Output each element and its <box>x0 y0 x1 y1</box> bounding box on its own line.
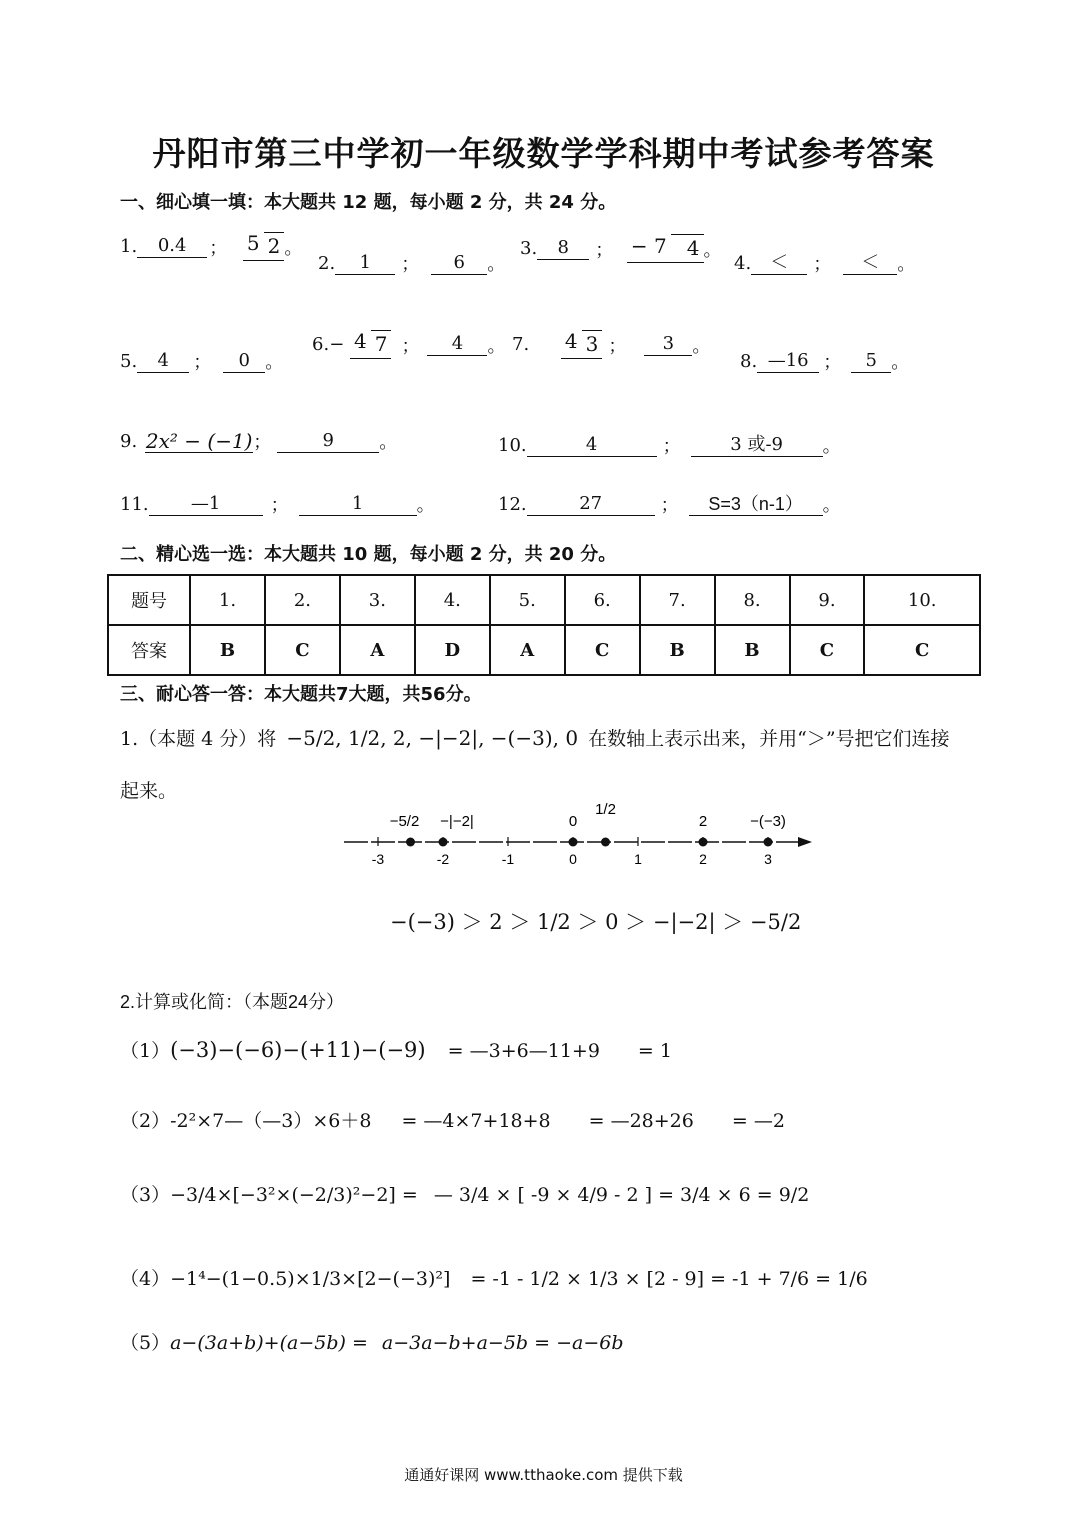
problem1-line2: 起来。 <box>120 780 178 802</box>
number-line-point-label: −(−3) <box>750 813 786 830</box>
fill-q11: 11. —1 ； 1 。 <box>120 492 435 516</box>
table-cell: B <box>190 625 265 675</box>
table-cell: B <box>715 625 790 675</box>
table-cell: 答案 <box>108 625 190 675</box>
fill-q6: 6.− 4 7 ； 4 。 <box>312 330 505 359</box>
table-cell: C <box>864 625 980 675</box>
table-cell: 8. <box>715 575 790 625</box>
table-row <box>108 575 980 625</box>
number-line-point-label: −|−2| <box>440 813 474 830</box>
fill-q10: 10. 4 ； 3 或-9 。 <box>498 433 841 457</box>
footer-text: 通通好课网 www.tthaoke.com 提供下载 <box>404 1466 683 1484</box>
table-row <box>108 625 980 675</box>
fill-q2: 2. 1 ； 6 。 <box>318 251 506 275</box>
fill-q4: 4. ＜ ； ＜ 。 <box>734 251 916 275</box>
table-cell: A <box>340 625 415 675</box>
table-cell: 3. <box>340 575 415 625</box>
calc-item-2: （2）-2²×7—（—3）×6＋8 = —4×7+18+8 = —28+26 = —2 <box>120 1110 785 1132</box>
section1-heading: 一、细心填一填：本大题共 12 题，每小题 2 分，共 24 分。 <box>120 192 617 213</box>
number-line <box>340 780 820 870</box>
table-cell: C <box>265 625 340 675</box>
table-cell: 10. <box>864 575 980 625</box>
table-cell: 2. <box>265 575 340 625</box>
fill-q3: 3. 8 ； − 7 4 。 <box>520 234 722 263</box>
axis-tick-label: -3 <box>371 851 385 867</box>
number-line-point <box>764 838 773 847</box>
fill-row-1: 1. 0.4 ； 5 2 。 <box>120 232 302 261</box>
section2-heading: 二、精心选一选：本大题共 10 题，每小题 2 分，共 20 分。 <box>120 544 617 565</box>
table-cell: D <box>415 625 490 675</box>
axis-tick-label: -2 <box>436 851 450 867</box>
number-line-point <box>406 838 415 847</box>
number-line-point-label: 0 <box>568 813 578 830</box>
section3-heading: 三、耐心答一答：本大题共7大题，共56分。 <box>120 684 482 705</box>
calc-item-1: （1）(−3)−(−6)−(+11)−(−9) = —3+6—11+9 = 1 <box>120 1038 672 1062</box>
table-cell: 1. <box>190 575 265 625</box>
answer-table <box>107 574 981 676</box>
fill-q7: 7. 4 3 ； 3 。 <box>512 330 710 359</box>
problem2-heading: 2.计算或化简：（本题24分） <box>120 992 345 1012</box>
calc-item-4: （4）−1⁴−(1−0.5)×1/3×[2−(−3)²] = -1 - 1/2 × 1/3 × [2 - 9] = -1 + 7/6 = 1/6 <box>120 1268 868 1290</box>
number-line-point <box>601 838 610 847</box>
number-line-point <box>699 838 708 847</box>
table-cell: B <box>640 625 715 675</box>
calc-item-5: （5）a−(3a+b)+(a−5b) = a−3a−b+a−5b = −a−6b <box>120 1332 624 1354</box>
fill-q8: 8. —16 ； 5 。 <box>740 349 910 373</box>
table-cell: 7. <box>640 575 715 625</box>
axis-tick-label: -1 <box>501 851 515 867</box>
problem1-text: 1.（本题 4 分）将 −5/2, 1/2, 2, −|−2|, −(−3), 0 在数轴上表示出来，并用“＞”号把它们连接 <box>120 725 950 750</box>
table-cell: 4. <box>415 575 490 625</box>
problem1-list: −5/2, 1/2, 2, −|−2|, −(−3), 0 <box>286 725 579 750</box>
table-cell: 5. <box>490 575 565 625</box>
table-cell: 题号 <box>108 575 190 625</box>
axis-tick-label: 2 <box>699 851 707 867</box>
fill-q9: 9. 2x² − (−1)； 9 。 <box>120 428 398 453</box>
fill-q5: 5. 4 ； 0 。 <box>120 349 284 373</box>
ordering-result: −(−3) ＞ 2 ＞ 1/2 ＞ 0 ＞ −|−2| ＞ −5/2 <box>390 910 802 934</box>
number-line-point-label: 1/2 <box>595 801 616 818</box>
table-cell: C <box>565 625 640 675</box>
axis-tick-label: 1 <box>634 851 642 867</box>
number-line-point-label: 2 <box>698 813 708 830</box>
axis-tick-label: 0 <box>569 851 577 867</box>
page-title: 丹阳市第三中学初一年级数学学科期中考试参考答案 <box>152 134 935 173</box>
calc-item-3: （3）−3/4×[−3²×(−2/3)²−2] = — 3/4 × [ -9 × 4/9 - 2 ] = 3/4 × 6 = 9/2 <box>120 1184 810 1206</box>
number-line-point <box>569 838 578 847</box>
number-line-point <box>439 838 448 847</box>
table-cell: C <box>790 625 865 675</box>
fill-q12: 12. 27 ； S=3（n-1） 。 <box>498 492 841 516</box>
table-cell: 6. <box>565 575 640 625</box>
table-cell: 9. <box>790 575 865 625</box>
number-line-point-label: −5/2 <box>389 813 420 830</box>
axis-tick-label: 3 <box>764 851 772 867</box>
table-cell: A <box>490 625 565 675</box>
